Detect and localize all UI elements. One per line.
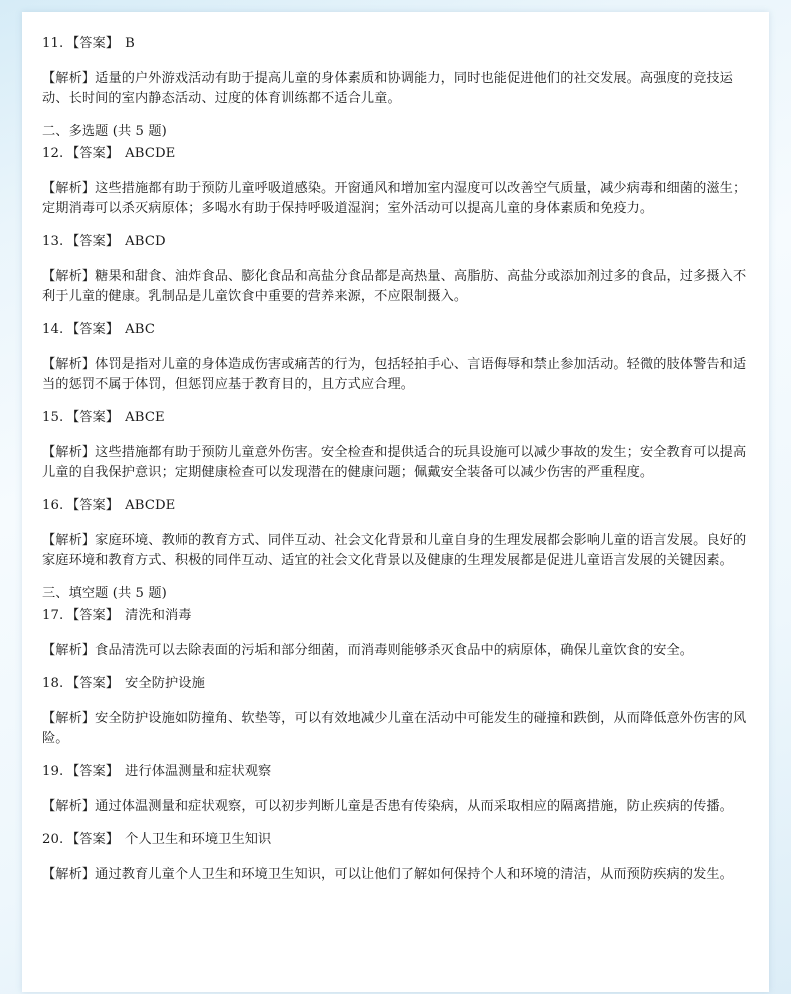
answer-line [42,320,754,340]
section-heading: 三、填空题 (共 5 题) [42,586,167,601]
explanation-text: 家庭环境、教师的教育方式、同伴互动、社会文化背景和儿童自身的生理发展都会影响儿童的语言发展。良好的家庭环境和教育方式、积极的同伴互动、适宜的社会文化背景以及健康的生理发展都是促进儿童语言发展的关键因素。 [42,533,747,568]
explanation-tag: 【解析】 [42,357,96,372]
explanation-tag: 【解析】 [42,71,96,86]
question-number: 20. [42,832,64,847]
question-number: 18. [42,676,64,691]
answer-tag: 【答案】 [66,498,120,513]
explanation-paragraph [42,531,754,571]
answer-value: ABCDE [125,498,176,513]
explanation-paragraph [42,267,754,307]
explanation-paragraph [42,443,754,483]
answer-line [42,496,754,516]
explanation-tag: 【解析】 [42,867,96,882]
explanation-paragraph [42,179,754,219]
answer-value: ABCD [125,234,166,249]
question-number: 16. [42,498,64,513]
explanation-paragraph [42,355,754,395]
answer-tag: 【答案】 [66,234,120,249]
question-number: 17. [42,608,64,623]
explanation-tag: 【解析】 [42,643,96,658]
answer-line [42,830,754,850]
answer-value: ABC [125,322,156,337]
explanation-text: 这些措施都有助于预防儿童呼吸道感染。开窗通风和增加室内湿度可以改善空气质量，减少病毒和细菌的滋生；定期消毒可以杀灭病原体；多喝水有助于保持呼吸道湿润；室外活动可以提高儿童的身体素质和免疫力。 [42,181,747,216]
explanation-tag: 【解析】 [42,445,96,460]
answer-tag: 【答案】 [66,608,120,623]
answer-tag: 【答案】 [66,146,120,161]
answer-line [42,674,754,694]
answer-value: 个人卫生和环境卫生知识 [125,832,272,847]
answer-tag: 【答案】 [66,676,120,691]
explanation-tag: 【解析】 [42,799,96,814]
answer-value: ABCDE [125,146,176,161]
answer-tag: 【答案】 [66,410,120,425]
answer-tag: 【答案】 [66,322,120,337]
question-number: 11. [42,36,64,51]
answer-value: B [125,36,135,51]
answer-line [42,144,754,164]
explanation-text: 食品清洗可以去除表面的污垢和部分细菌，而消毒则能够杀灭食品中的病原体，确保儿童饮食的安全。 [95,643,694,658]
explanation-tag: 【解析】 [42,711,96,726]
answer-line [42,34,754,54]
question-number: 13. [42,234,64,249]
answer-value: 进行体温测量和症状观察 [125,764,272,779]
question-number: 14. [42,322,64,337]
answer-line [42,232,754,252]
explanation-paragraph [42,709,754,749]
explanation-text: 安全防护设施如防撞角、软垫等，可以有效地减少儿童在活动中可能发生的碰撞和跌倒，从而降低意外伤害的风险。 [42,711,747,746]
explanation-tag: 【解析】 [42,269,96,284]
explanation-paragraph [42,865,754,885]
explanation-paragraph [42,69,754,109]
answer-key-content [42,34,754,898]
answer-tag: 【答案】 [66,832,120,847]
section-heading: 二、多选题 (共 5 题) [42,124,167,139]
answer-tag: 【答案】 [66,36,120,51]
answer-line [42,408,754,428]
answer-line [42,762,754,782]
explanation-text: 糖果和甜食、油炸食品、膨化食品和高盐分食品都是高热量、高脂肪、高盐分或添加剂过多的食品，过多摄入不利于儿童的健康。乳制品是儿童饮食中重要的营养来源，不应限制摄入。 [42,269,747,304]
document-page [22,12,769,992]
answer-value: 清洗和消毒 [125,608,192,623]
explanation-tag: 【解析】 [42,533,96,548]
question-number: 19. [42,764,64,779]
explanation-text: 适量的户外游戏活动有助于提高儿童的身体素质和协调能力，同时也能促进他们的社交发展。高强度的竞技运动、长时间的室内静态活动、过度的体育训练都不适合儿童。 [42,71,733,106]
explanation-text: 这些措施都有助于预防儿童意外伤害。安全检查和提供适合的玩具设施可以减少事故的发生；安全教育可以提高儿童的自我保护意识；定期健康检查可以发现潜在的健康问题；佩戴安全装备可以减少伤害的严重程度。 [42,445,747,480]
answer-tag: 【答案】 [66,764,120,779]
explanation-tag: 【解析】 [42,181,96,196]
explanation-text: 通过教育儿童个人卫生和环境卫生知识，可以让他们了解如何保持个人和环境的清洁，从而预防疾病的发生。 [95,867,733,882]
question-number: 15. [42,410,64,425]
explanation-text: 体罚是指对儿童的身体造成伤害或痛苦的行为，包括轻拍手心、言语侮辱和禁止参加活动。轻微的肢体警告和适当的惩罚不属于体罚，但惩罚应基于教育目的，且方式应合理。 [42,357,747,392]
answer-value: ABCE [125,410,165,425]
answer-value: 安全防护设施 [125,676,205,691]
answer-line [42,606,754,626]
question-number: 12. [42,146,64,161]
explanation-paragraph [42,641,754,661]
explanation-paragraph [42,797,754,817]
explanation-text: 通过体温测量和症状观察，可以初步判断儿童是否患有传染病，从而采取相应的隔离措施，防止疾病的传播。 [95,799,733,814]
